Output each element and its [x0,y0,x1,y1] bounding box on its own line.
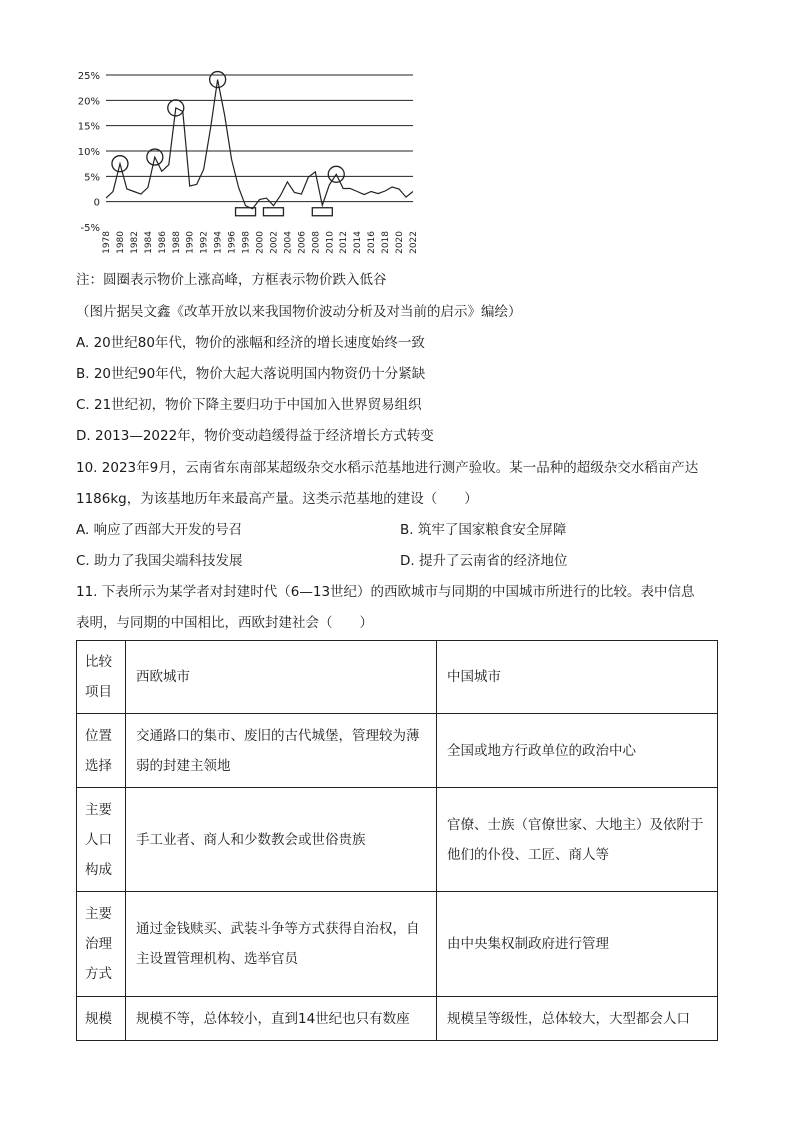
x-tick-label: 1988 [171,231,182,254]
x-tick-label: 1996 [227,231,238,254]
x-tick-label: 2020 [395,231,406,254]
x-tick-label: 1992 [199,231,210,254]
x-tick-label: 2000 [255,231,266,254]
q10-stem-line2: 1186kg，为该基地历年来最高产量。这类示范基地的建设（ ） [76,491,478,507]
price-fluctuation-chart [70,60,430,265]
header-cell-item: 比较项目 [77,641,126,714]
row-cell-west: 手工业者、商人和少数教会或世俗贵族 [126,788,437,892]
y-tick-label: 25% [77,71,100,82]
x-tick-label: 1982 [129,231,140,254]
x-tick-label: 2010 [325,231,336,254]
y-tick-label: 20% [77,96,100,108]
x-tick-label: 1978 [102,231,112,254]
row-cell-west: 规模不等，总体较小，直到14世纪也只有数座 [126,997,437,1041]
x-tick-label: 2022 [409,231,419,254]
row-label: 主要治理方式 [77,892,126,997]
q11-stem-line2: 表明，与同期的中国相比，西欧封建社会（ ） [76,615,373,631]
x-tick-label: 1980 [115,231,126,254]
row-cell-west: 通过金钱赎买、武装斗争等方式获得自治权，自主设置管理机构、选举官员 [126,892,437,997]
x-tick-label: 2012 [339,231,350,254]
x-tick-label: 2004 [283,231,294,254]
x-tick-label: 2018 [381,231,392,254]
row-label: 位置选择 [77,714,126,788]
y-tick-label: 0 [93,197,100,209]
q10-option-c: C. 助力了我国尖端科技发展 [76,553,243,569]
header-cell-china: 中国城市 [437,641,718,714]
q9-option-a: A. 20世纪80年代，物价的涨幅和经济的增长速度始终一致 [76,335,425,351]
row-label: 规模 [77,997,126,1041]
q10-stem-line1: 10. 2023年9月，云南省东南部某超级杂交水稻示范基地进行测产验收。某一品种的超级杂交水稻亩产达 [76,460,699,476]
q10-option-a: A. 响应了西部大开发的号召 [76,522,243,538]
comparison-table [76,640,718,1041]
q9-option-d: D. 2013—2022年，物价变动趋缓得益于经济增长方式转变 [76,428,434,444]
row-cell-china: 全国或地方行政单位的政治中心 [437,714,718,788]
y-tick-label: 5% [84,172,100,184]
row-cell-west: 交通路口的集市、废旧的古代城堡，管理较为薄弱的封建主领地 [126,714,437,788]
y-tick-label: 15% [77,121,100,133]
x-tick-label: 2006 [297,231,308,254]
table-row [77,892,718,997]
q10-option-d: D. 提升了云南省的经济地位 [400,553,568,569]
q9-option-c: C. 21世纪初，物价下降主要归功于中国加入世界贸易组织 [76,397,422,413]
x-tick-label: 2008 [311,231,322,254]
x-tick-label: 2014 [353,231,364,254]
table-row [77,997,718,1041]
x-tick-label: 1986 [157,231,168,254]
x-tick-label: 1990 [185,231,196,254]
q10-option-b: B. 筑牢了国家粮食安全屏障 [400,522,567,538]
chart-note: 注：圆圈表示物价上涨高峰，方框表示物价跌入低谷 [76,272,387,288]
row-label: 主要人口构成 [77,788,126,892]
row-cell-china: 由中央集权制政府进行管理 [437,892,718,997]
table-row [77,788,718,892]
y-tick-label: 10% [77,147,100,158]
y-tick-label: -5% [80,223,100,234]
header-cell-west: 西欧城市 [126,641,437,714]
row-cell-china: 规模呈等级性，总体较大，大型都会人口 [437,997,718,1041]
x-tick-label: 1998 [241,231,252,254]
row-cell-china: 官僚、士族（官僚世家、大地主）及依附于他们的仆役、工匠、商人等 [437,788,718,892]
x-tick-label: 1984 [143,231,154,254]
trough-box [263,208,283,216]
x-tick-label: 2016 [367,231,378,254]
x-tick-label: 1994 [213,231,224,254]
trough-box [312,208,332,216]
q9-option-b: B. 20世纪90年代，物价大起大落说明国内物资仍十分紧缺 [76,366,426,382]
chart-source: （图片据吴文鑫《改革开放以来我国物价波动分析及对当前的启示》编绘） [76,304,522,320]
table-row [77,714,718,788]
q11-stem-line1: 11. 下表所示为某学者对封建时代（6—13世纪）的西欧城市与同期的中国城市所进行的比较。表中信息 [76,584,695,600]
table-header-row [77,641,718,714]
price-index-line [106,80,413,209]
x-tick-label: 2002 [269,231,280,254]
